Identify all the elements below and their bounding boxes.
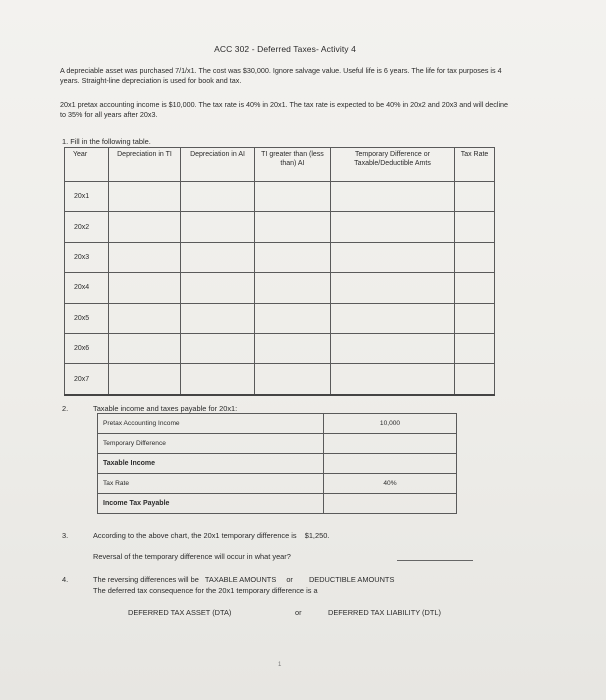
question-4-line-2: The deferred tax consequence for the 20x1 temporary difference is a — [93, 586, 318, 595]
blank-cell[interactable] — [255, 182, 331, 212]
blank-cell[interactable] — [181, 303, 255, 333]
blank-cell[interactable] — [181, 364, 255, 395]
blank-cell[interactable] — [255, 273, 331, 303]
blank-cell[interactable] — [255, 333, 331, 363]
blank-cell[interactable] — [181, 333, 255, 363]
year-cell: 20x5 — [65, 303, 109, 333]
blank-cell[interactable] — [109, 242, 181, 272]
blank-cell[interactable] — [331, 364, 455, 395]
question-text: Fill in the following table. — [70, 137, 151, 146]
table-row — [98, 474, 457, 494]
year-cell: 20x4 — [65, 273, 109, 303]
row-value[interactable]: 10,000 — [324, 414, 457, 434]
row-value[interactable] — [324, 494, 457, 514]
option-taxable-amounts[interactable]: TAXABLE AMOUNTS — [204, 575, 277, 584]
table-row — [98, 434, 457, 454]
blank-cell[interactable] — [181, 273, 255, 303]
row-value[interactable]: 40% — [324, 474, 457, 494]
question-4-text: The reversing differences will be — [93, 575, 199, 584]
taxable-income-table — [97, 413, 457, 514]
table-row — [65, 333, 495, 363]
year-cell: 20x7 — [65, 364, 109, 395]
question-3-text: According to the above chart, the 20x1 temporary difference is — [93, 531, 297, 540]
blank-cell[interactable] — [331, 212, 455, 242]
question-number: 1. — [62, 137, 69, 146]
blank-cell[interactable] — [455, 303, 495, 333]
blank-cell[interactable] — [181, 182, 255, 212]
blank-cell[interactable] — [455, 273, 495, 303]
year-cell: 20x6 — [65, 333, 109, 363]
header-ti-vs-ai: TI greater than (less than) AI — [255, 148, 331, 182]
or-label: or — [295, 608, 302, 617]
blank-cell[interactable] — [455, 182, 495, 212]
option-dtl[interactable]: DEFERRED TAX LIABILITY (DTL) — [328, 608, 441, 617]
table-row — [65, 212, 495, 242]
table-row — [65, 364, 495, 395]
question-3-line-1 — [93, 531, 329, 540]
page-title: ACC 302 - Deferred Taxes- Activity 4 — [214, 44, 356, 54]
blank-cell[interactable] — [255, 212, 331, 242]
header-depreciation-ti: Depreciation in TI — [109, 148, 181, 182]
blank-cell[interactable] — [331, 182, 455, 212]
table-row — [65, 242, 495, 272]
question-2-prompt: Taxable income and taxes payable for 20x1: — [93, 404, 238, 413]
table-row — [65, 182, 495, 212]
blank-cell[interactable] — [331, 303, 455, 333]
blank-cell[interactable] — [455, 333, 495, 363]
row-value[interactable] — [324, 454, 457, 474]
blank-cell[interactable] — [109, 212, 181, 242]
blank-cell[interactable] — [109, 333, 181, 363]
blank-cell[interactable] — [109, 303, 181, 333]
answer-blank[interactable] — [397, 560, 473, 561]
question-4-line-1 — [93, 575, 394, 584]
table-row — [65, 273, 495, 303]
table-row — [98, 454, 457, 474]
row-label: Tax Rate — [98, 474, 324, 494]
question-2-number: 2. — [62, 404, 69, 413]
page-number: 1 — [278, 662, 282, 668]
row-value[interactable] — [324, 434, 457, 454]
year-cell: 20x2 — [65, 212, 109, 242]
blank-cell[interactable] — [331, 273, 455, 303]
option-deductible-amounts[interactable]: DEDUCTIBLE AMOUNTS — [308, 575, 395, 584]
blank-cell[interactable] — [455, 212, 495, 242]
blank-cell[interactable] — [331, 333, 455, 363]
depreciation-table — [64, 147, 495, 396]
question-4-number: 4. — [62, 575, 69, 584]
intro-paragraph-1: A depreciable asset was purchased 7/1/x1. The cost was $30,000. Ignore salvage value. Useful life is 6 years. The life for tax purposes is 4 years. Straight-line depreciation is used for book and tax. — [60, 66, 502, 85]
table-header-row — [65, 148, 495, 182]
temporary-difference-amount: $1,250. — [304, 531, 330, 540]
year-cell: 20x1 — [65, 182, 109, 212]
blank-cell[interactable] — [255, 242, 331, 272]
blank-cell[interactable] — [181, 242, 255, 272]
row-label: Temporary Difference — [98, 434, 324, 454]
question-3-number: 3. — [62, 531, 69, 540]
blank-cell[interactable] — [455, 242, 495, 272]
table-row — [98, 414, 457, 434]
row-label: Income Tax Payable — [98, 494, 324, 514]
blank-cell[interactable] — [109, 182, 181, 212]
blank-cell[interactable] — [331, 242, 455, 272]
blank-cell[interactable] — [255, 364, 331, 395]
row-label: Pretax Accounting Income — [98, 414, 324, 434]
or-label: or — [286, 575, 293, 584]
blank-cell[interactable] — [181, 212, 255, 242]
blank-cell[interactable] — [109, 364, 181, 395]
table-row — [65, 303, 495, 333]
row-label: Taxable Income — [98, 454, 324, 474]
header-year: Year — [65, 148, 109, 182]
blank-cell[interactable] — [455, 364, 495, 395]
table-row — [98, 494, 457, 514]
header-temporary-difference: Temporary Difference or Taxable/Deductible Amts — [331, 148, 455, 182]
year-cell: 20x3 — [65, 242, 109, 272]
header-tax-rate: Tax Rate — [455, 148, 495, 182]
blank-cell[interactable] — [109, 273, 181, 303]
option-dta[interactable]: DEFERRED TAX ASSET (DTA) — [128, 608, 232, 617]
header-depreciation-ai: Depreciation in AI — [181, 148, 255, 182]
blank-cell[interactable] — [255, 303, 331, 333]
question-1-prompt — [62, 137, 151, 146]
question-3-line-2: Reversal of the temporary difference will occur in what year? — [93, 552, 291, 561]
intro-paragraph-2: 20x1 pretax accounting income is $10,000. The tax rate is 40% in 20x1. The tax rate is expected to be 40% in 20x2 and 20x3 and will decline to 35% for all years after 20x3. — [60, 100, 509, 119]
